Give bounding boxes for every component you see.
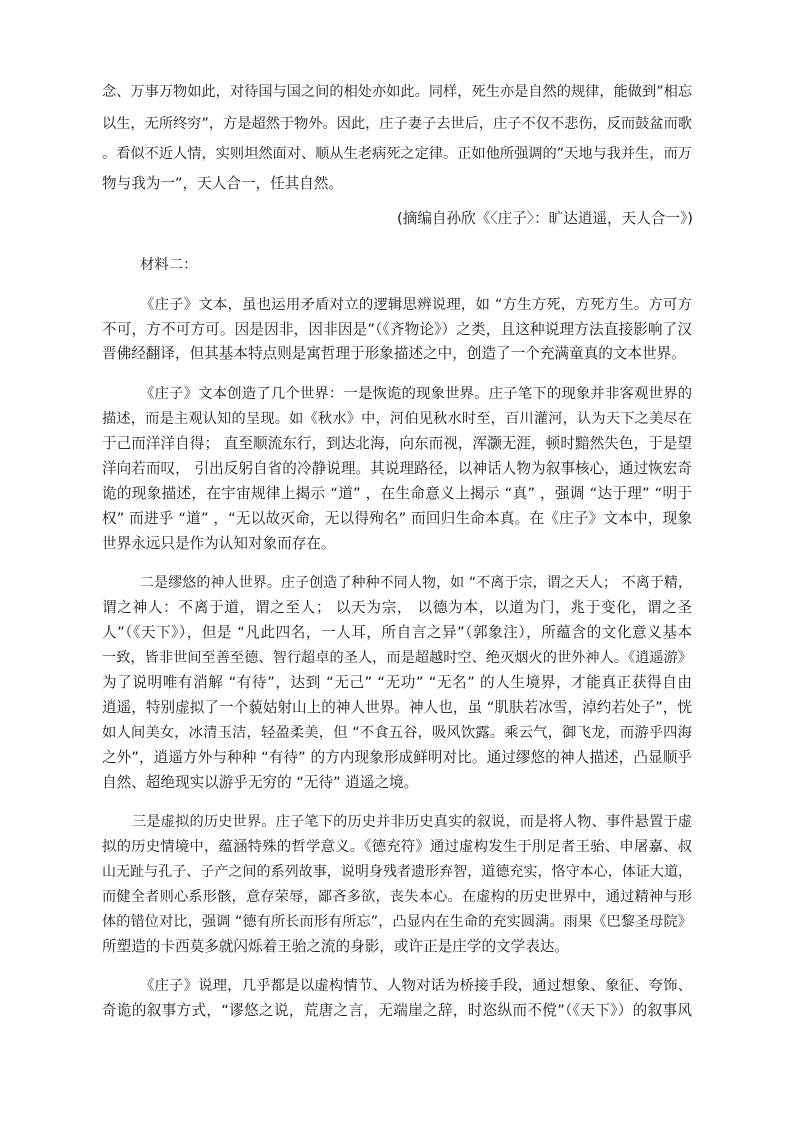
source-note: (摘编自孙欣《〈庄子〉：旷达逍遥，天人合一》) (397, 210, 693, 227)
text-line: 一致，皆非世间至善至德、智行超卓的圣人，而是超越时空、绝灭烟火的世外神人。《逍遥游》 (102, 650, 692, 666)
text-line: 权” 而进乎 “道” ，“无以故灭命，无以得殉名” 而回归生命本真。在《庄子》文本中，现象 (102, 510, 692, 527)
text-line: 如人间美女，冰清玉洁，轻盈柔美，但 “不食五谷，吸风饮露。乘云气，御飞龙，而游乎四海 (102, 725, 692, 741)
text-line: 诡的现象描述，在宇宙规律上揭示 “道” ，在生命意义上揭示 “真” ，强调 “达于理” “明于 (102, 485, 692, 502)
text-line: 以生，无所终穷”，方是超然于物外。因此，庄子妻子去世后，庄子不仅不悲伤，反而鼓盆而歌 (102, 116, 692, 132)
text-line: 谓之神人：不离于道，谓之至人； 以天为宗， 以德为本，以道为门，兆于变化，谓之圣 (102, 599, 692, 616)
text-line: 山无趾与孔子、子产之间的系列故事，说明身残者遗形弃智，道德充实，恪守本心，体证大道， (102, 864, 692, 880)
text-line: 不可，方不可方可。因是因非，因非因是”（《齐物论》）之类，且这种说理方法直接影响了汉 (102, 321, 692, 338)
material-heading: 材料二： (140, 257, 198, 273)
text-line: 而健全者则心系形骸，意存荣辱，鄙吝多欲，丧失本心。在虚构的历史世界中，通过精神与形 (102, 889, 692, 905)
text-line: 《庄子》说理，几乎都是以虚构情节、人物对话为桥接手段，通过想象、象征、夸饰、 (140, 978, 692, 994)
text-line: 于己而洋洋自得； 直至顺流东行，到达北海，向东而视，浑灏无涯，顿时黯然失色，于是望 (102, 435, 692, 452)
text-line: 。看似不近人情，实则坦然面对、顺从生老病死之定律。正如他所强调的”天地与我并生，而万 (102, 146, 692, 162)
text-line: 洋向若而叹， 引出反躬自省的冷静说理。其说理路径，以神话人物为叙事核心，通过恢宏奇 (102, 460, 692, 477)
text-line: 晋佛经翻译，但其基本特点则是寓哲理于形象描述之中，创造了一个充满童真的文本世界。 (102, 345, 686, 362)
text-line: 三是虚拟的历史世界。庄子笔下的历史并非历史真实的叙说，而是将人物、事件悬置于虚 (132, 814, 692, 830)
text-line: 《庄子》文本，虽也运用矛盾对立的逻辑思辨说理，如 “方生方死，方死方生。方可方 (140, 297, 692, 313)
text-line: 《庄子》文本创造了几个世界：一是恢诡的现象世界。庄子笔下的现象并非客观世界的 (140, 386, 692, 402)
text-line: 为了说明唯有消解 “有待”，达到 “无己” “无功” “无名” 的人生境界，才能真正获得自由 (102, 674, 692, 691)
text-line: 人”（《天下》），但是 “凡此四名，一人耳，所自言之异”（郭象注），所蕴含的文化意义基本 (102, 624, 692, 641)
text-line: 物与我为一”，天人合一，任其自然。 (102, 175, 344, 192)
text-line: 拟的历史情境中，蕴涵特殊的哲学意义。《德充符》通过虚构发生于刖足者王骀、申屠嘉、叔 (102, 839, 692, 855)
text-line: 念、万事万物如此，对待国与国之间的相处亦如此。同样，死生亦是自然的规律，能做到”相忘 (102, 84, 692, 100)
text-line: 描述，而是主观认知的呈现。如《秋水》中，河伯见秋水时至，百川灌河，认为天下之美尽在 (102, 411, 692, 427)
text-line: 世界永远只是作为认知对象而存在。 (102, 535, 336, 552)
text-line: 自然、超绝现实以游乎无穷的 “无待” 逍遥之境。 (102, 774, 419, 791)
text-line: 逍遥，特别虚拟了一个藐姑射山上的神人世界。神人也，虽 “肌肤若冰雪，淖约若处子”，恍 (102, 699, 692, 716)
text-line: 所塑造的卡西莫多就闪烁着王骀之流的身影，或许正是庄学的文学表达。 (102, 938, 570, 955)
text-line: 二是缪悠的神人世界。庄子创造了种种不同人物，如 “不离于宗，谓之天人； 不离于精， (140, 575, 692, 591)
text-line: 奇诡的叙事方式，“谬悠之说，荒唐之言，无端崖之辞，时恣纵而不傥”（《天下》）的叙事风 (102, 1002, 692, 1019)
text-line: 体的错位对比，强调 “德有所长而形有所忘”，凸显内在生命的充实圆满。雨果《巴黎圣母院》 (102, 914, 692, 930)
text-line: 之外”，逍遥方外与种种 “有待” 的方内现象形成鲜明对比。通过缪悠的神人描述，凸显顺乎 (102, 749, 692, 766)
